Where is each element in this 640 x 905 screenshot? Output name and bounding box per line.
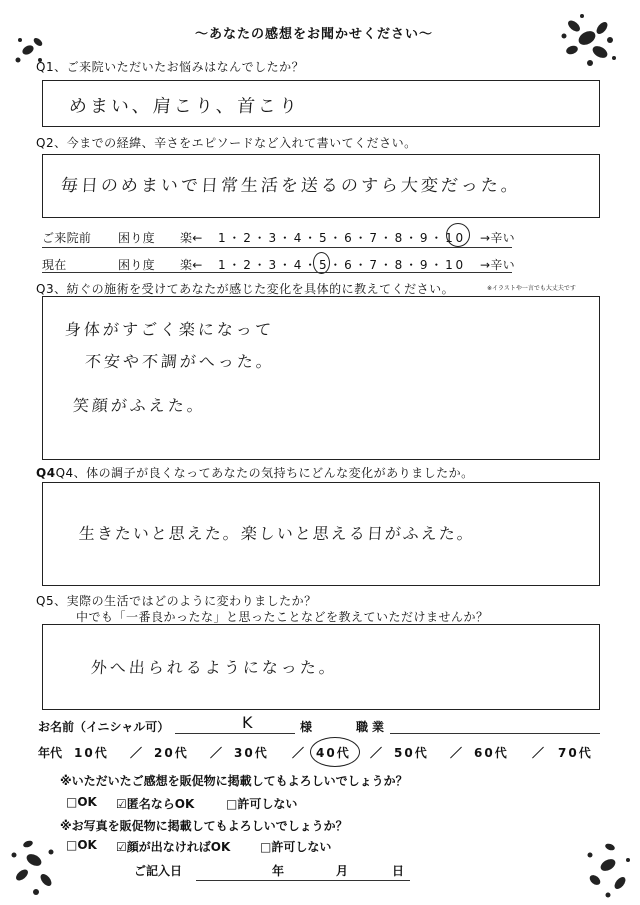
name-value: K [242,713,253,732]
q2-question: Q2、今までの経緯、辛さをエピソードなど入れて書いてください。 [36,136,417,150]
date-underline [196,880,410,881]
q1-answer-box [42,80,600,127]
page-title: ～あなたの感想をお聞かせください～ [195,27,434,42]
age-option-60: 60代 [474,746,509,760]
scale-now-underline [42,272,512,273]
age-sep-4: ／ [370,746,383,760]
age-sep-5: ／ [450,746,463,760]
scale-before-circle [446,223,470,247]
age-option-30: 30代 [234,746,269,760]
q3-question: Q3、紡ぐの施術を受けてあなたが感じた変化を具体的に教えてください。 [36,282,455,296]
q4-question [36,464,474,481]
q5-sub: 中でも「一番良かったな」と思ったことなどを教えていただけませんか？ [76,610,489,624]
name-underline [175,733,295,734]
scale-numbers-now: 1・2・3・4・5・6・7・8・9・10 [218,258,466,272]
q4-question-text: Q4、体の調子が良くなってあなたの気持ちにどんな変化がありましたか。 [55,466,474,480]
q5-question [36,592,317,609]
q2-answer-box [42,154,600,218]
q4-answer: 生きたいと思えた。楽しいと思える日がふえた。 [78,524,476,543]
age-option-70: 70代 [558,746,593,760]
q3-answer-box [42,296,600,460]
q5-question-text: Q5、実際の生活ではどのように変わりましたか？ [36,594,317,608]
age-sep-2: ／ [210,746,223,760]
date-label: ご記入日 [134,864,183,878]
consent2-option-deny[interactable]: □許可しない [260,840,332,854]
q1-question: Q1、ご来院いただいたお悩みはなんでしたか？ [36,60,305,74]
age-label: 年代 [38,746,63,760]
consent1-option-ok[interactable]: □OK [66,795,97,809]
date-day: 日 [392,864,405,878]
scale-now-circle [313,252,330,274]
scale-easy-label-now: 楽← [180,258,203,272]
scale-now-label: 現在 [42,258,67,272]
q3-note: ※イラストや一言でも大丈夫です [487,285,576,292]
name-honorific: 様 [300,720,313,734]
age-sep-6: ／ [532,746,545,760]
age-option-50: 50代 [394,746,429,760]
floral-ornament-bottom-left [6,830,66,900]
age-selected-circle [310,737,360,767]
scale-hard-label: →辛い [480,231,515,245]
q3-answer-line-2: 不安や不調がへった。 [84,352,276,371]
q5-answer: 外へ出られるようになった。 [90,658,339,677]
q3-answer-line-3: 笑顔がふえた。 [72,396,207,415]
q5-answer-box [42,624,600,710]
job-underline [390,733,600,734]
consent2-question: ※お写真を販促物に掲載してもよろしいでしょうか？ [60,819,348,833]
consent1-question: ※いただいたご感想を販促物に掲載してもよろしいでしょうか？ [60,774,408,788]
consent2-options [66,838,386,856]
q3-answer-line-1: 身体がすごく楽になって [64,320,275,339]
floral-ornament-top-right [552,8,622,78]
job-label: 職業 [356,720,389,734]
q2-answer: 毎日のめまいで日常生活を送るのすら大変だった。 [60,176,522,196]
scale-before-underline [42,247,512,248]
floral-ornament-bottom-right [580,835,635,900]
age-sep-1: ／ [130,746,143,760]
date-month: 月 [336,864,349,878]
consent1-options [66,795,366,813]
scale-before-label: ご来院前 [42,231,92,245]
scale-easy-label: 楽← [180,231,203,245]
q1-answer: めまい、肩こり、首こり [68,96,301,117]
age-option-20: 20代 [154,746,189,760]
age-sep-3: ／ [292,746,305,760]
scale-degree-label: 困り度 [118,231,155,245]
q4-number: Q4 [36,466,56,480]
age-option-40: 40代 [316,746,351,760]
consent2-option-ok[interactable]: □OK [66,838,97,852]
scale-hard-label-now: →辛い [480,258,515,272]
name-label: お名前（イニシャル可） [38,720,170,734]
scale-numbers: 1・2・3・4・5・6・7・8・9・10 [218,231,466,245]
consent2-option-no-face[interactable]: ☑顔が出なければOK [116,840,231,854]
date-year: 年 [272,864,285,878]
consent1-option-deny[interactable]: □許可しない [226,797,298,811]
age-option-10: 10代 [74,746,109,760]
consent1-option-anonymous[interactable]: ☑匿名ならOK [116,797,195,811]
q4-answer-box [42,482,600,586]
scale-before-row [42,229,602,247]
scale-degree-label-now: 困り度 [118,258,155,272]
